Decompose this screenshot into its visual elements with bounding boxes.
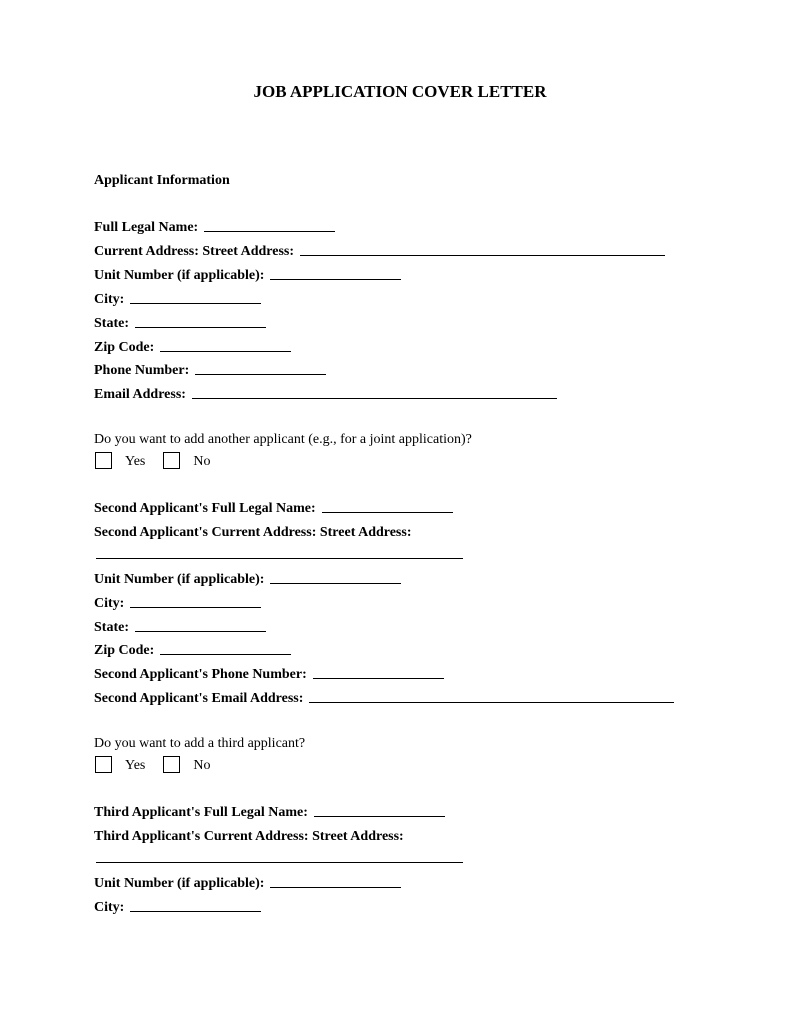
third-unit-number-label: Unit Number (if applicable): xyxy=(94,876,265,891)
state-label: State: xyxy=(94,316,129,331)
document-title: JOB APPLICATION COVER LETTER xyxy=(253,82,547,101)
second-unit-number-label: Unit Number (if applicable): xyxy=(94,572,265,587)
second-email-label: Second Applicant's Email Address: xyxy=(94,691,304,706)
zip-code-row xyxy=(94,338,291,356)
third-applicant-question: Do you want to add a third applicant? xyxy=(94,736,306,751)
no-option-label: No xyxy=(193,454,211,469)
street-address-row xyxy=(94,242,665,260)
second-phone-field[interactable] xyxy=(313,677,444,679)
zip-code-label: Zip Code: xyxy=(94,340,155,355)
second-zip-code-label: Zip Code: xyxy=(94,643,155,658)
second-full-name-label: Second Applicant's Full Legal Name: xyxy=(94,501,316,516)
second-full-name-field[interactable] xyxy=(322,511,453,513)
second-applicant-yes-checkbox[interactable] xyxy=(95,452,112,469)
applicant-info-heading: Applicant Information xyxy=(94,173,230,188)
email-row xyxy=(94,385,557,403)
second-city-label: City: xyxy=(94,596,125,611)
phone-field[interactable] xyxy=(195,373,326,375)
third-city-row xyxy=(94,898,261,916)
second-email-field[interactable] xyxy=(309,701,674,703)
third-unit-number-field[interactable] xyxy=(270,886,401,888)
third-applicant-no-checkbox[interactable] xyxy=(163,756,180,773)
second-state-row xyxy=(94,618,266,636)
city-field[interactable] xyxy=(130,302,261,304)
no-option-label: No xyxy=(193,758,211,773)
second-unit-number-row xyxy=(94,570,401,588)
second-phone-label: Second Applicant's Phone Number: xyxy=(94,667,307,682)
email-field[interactable] xyxy=(192,397,557,399)
city-row xyxy=(94,290,261,308)
second-street-address-label: Second Applicant's Current Address: Street Address: xyxy=(94,525,412,540)
third-street-address-label: Third Applicant's Current Address: Street Address: xyxy=(94,829,404,844)
third-city-label: City: xyxy=(94,900,125,915)
street-address-field[interactable] xyxy=(300,254,665,256)
second-city-row xyxy=(94,594,261,612)
unit-number-label: Unit Number (if applicable): xyxy=(94,268,265,283)
second-email-row xyxy=(94,689,674,707)
email-label: Email Address: xyxy=(94,387,186,402)
third-full-name-label: Third Applicant's Full Legal Name: xyxy=(94,805,308,820)
second-state-label: State: xyxy=(94,620,129,635)
third-applicant-yes-checkbox[interactable] xyxy=(95,756,112,773)
yes-option-label: Yes xyxy=(125,454,146,469)
street-address-label: Current Address: Street Address: xyxy=(94,244,295,259)
second-street-address-field[interactable] xyxy=(96,558,463,559)
unit-number-row xyxy=(94,266,401,284)
unit-number-field[interactable] xyxy=(270,278,401,280)
phone-label: Phone Number: xyxy=(94,363,190,378)
zip-code-field[interactable] xyxy=(160,350,291,352)
second-zip-code-field[interactable] xyxy=(160,653,291,655)
third-street-address-field[interactable] xyxy=(96,862,463,863)
second-city-field[interactable] xyxy=(130,606,261,608)
full-name-row xyxy=(94,218,335,236)
second-phone-row xyxy=(94,665,444,683)
yes-option-label: Yes xyxy=(125,758,146,773)
third-full-name-row xyxy=(94,803,445,821)
third-applicant-options xyxy=(95,754,229,774)
second-unit-number-field[interactable] xyxy=(270,582,401,584)
third-street-address-row xyxy=(94,827,404,845)
third-city-field[interactable] xyxy=(130,910,261,912)
second-full-name-row xyxy=(94,499,453,517)
state-field[interactable] xyxy=(135,326,266,328)
city-label: City: xyxy=(94,292,125,307)
phone-row xyxy=(94,361,326,379)
third-unit-number-row xyxy=(94,874,401,892)
second-applicant-options xyxy=(95,450,229,470)
second-applicant-question: Do you want to add another applicant (e.g., for a joint application)? xyxy=(94,432,472,447)
second-state-field[interactable] xyxy=(135,630,266,632)
second-street-address-row xyxy=(94,523,412,541)
second-applicant-no-checkbox[interactable] xyxy=(163,452,180,469)
full-name-field[interactable] xyxy=(204,230,335,232)
second-zip-code-row xyxy=(94,641,291,659)
full-name-label: Full Legal Name: xyxy=(94,220,199,235)
third-full-name-field[interactable] xyxy=(314,815,445,817)
state-row xyxy=(94,314,266,332)
